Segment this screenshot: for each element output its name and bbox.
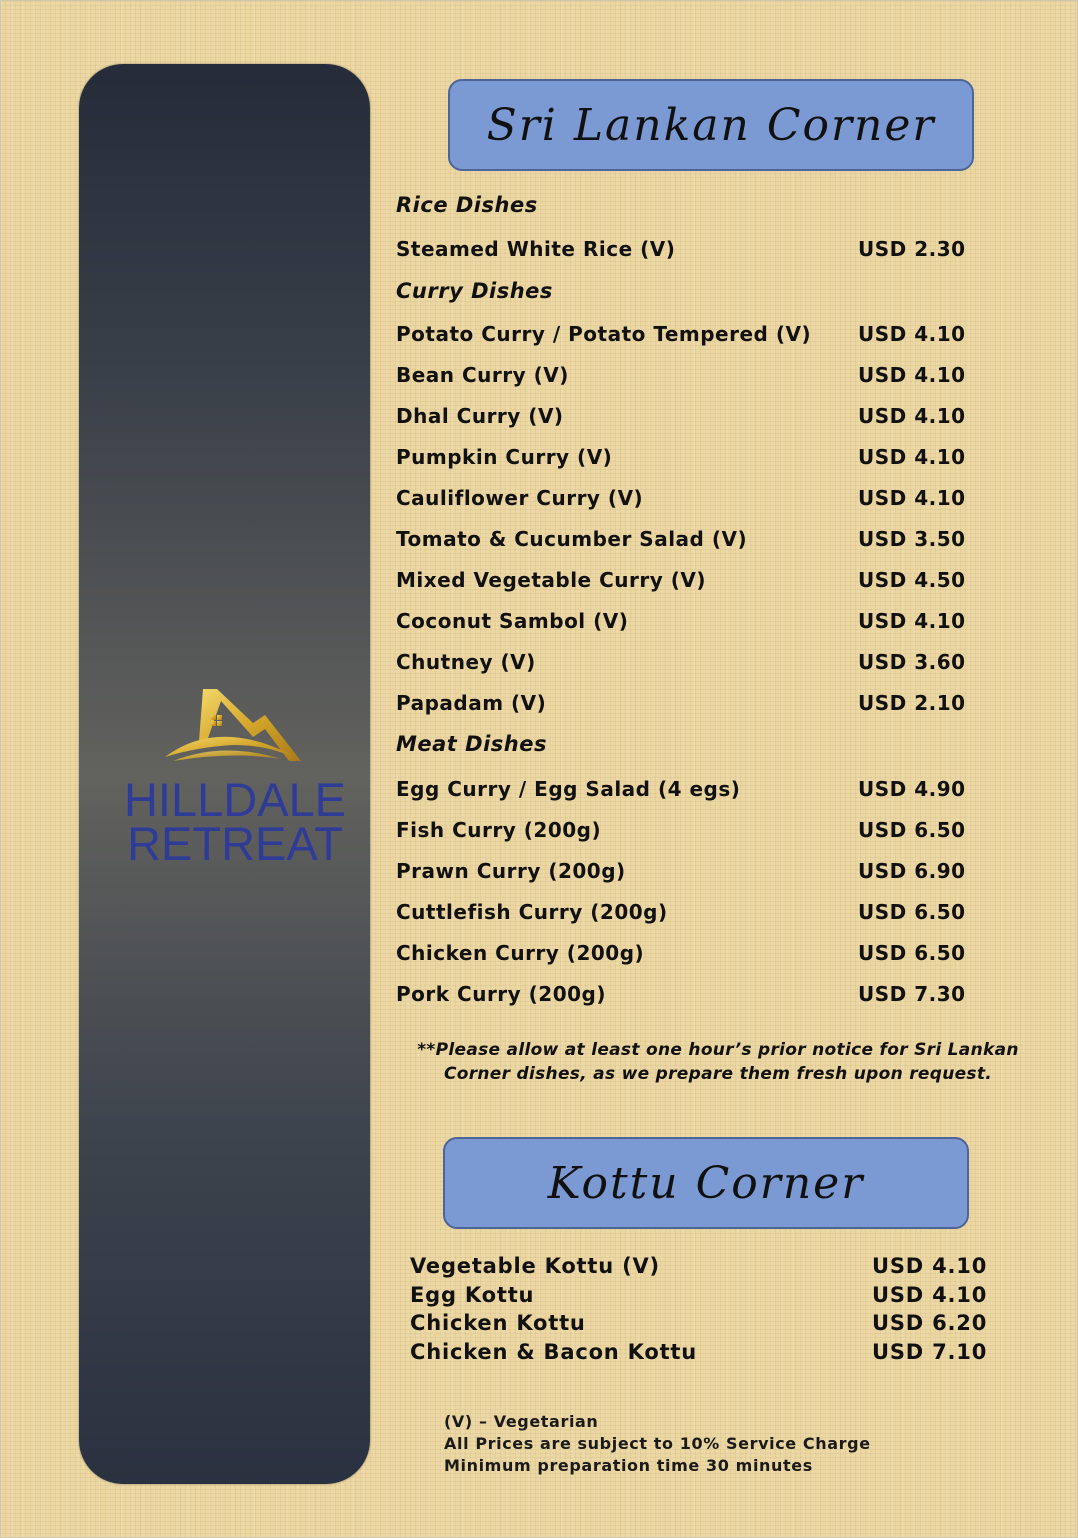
item-name: Dhal Curry (V) bbox=[396, 404, 564, 428]
item-name: Chicken & Bacon Kottu bbox=[410, 1340, 698, 1364]
item-name: Pumpkin Curry (V) bbox=[396, 445, 613, 469]
menu-item bbox=[396, 941, 1016, 971]
item-name: Bean Curry (V) bbox=[396, 363, 569, 387]
item-price: USD 2.10 bbox=[858, 691, 966, 715]
category-meat-dishes: Meat Dishes bbox=[396, 732, 547, 756]
preparation-time-note: Minimum preparation time 30 minutes bbox=[444, 1456, 813, 1475]
menu-item bbox=[396, 568, 1016, 598]
item-price: USD 6.90 bbox=[858, 859, 966, 883]
menu-item bbox=[396, 900, 1016, 930]
sri-lankan-corner-title: Sri Lankan Corner bbox=[486, 99, 936, 151]
item-price: USD 4.10 bbox=[858, 404, 966, 428]
category-curry-dishes: Curry Dishes bbox=[396, 279, 553, 303]
item-price: USD 4.90 bbox=[858, 777, 966, 801]
kottu-item bbox=[410, 1283, 1010, 1313]
item-name: Cauliflower Curry (V) bbox=[396, 486, 644, 510]
item-name: Steamed White Rice (V) bbox=[396, 237, 676, 261]
menu-item bbox=[396, 777, 1016, 807]
menu-item bbox=[396, 363, 1016, 393]
menu-item bbox=[396, 486, 1016, 516]
menu-item bbox=[396, 322, 1016, 352]
advance-notice-note bbox=[398, 1038, 1038, 1086]
menu-item bbox=[396, 609, 1016, 639]
item-price: USD 4.10 bbox=[858, 363, 966, 387]
kottu-corner-title: Kottu Corner bbox=[547, 1157, 865, 1209]
item-price: USD 4.10 bbox=[858, 486, 966, 510]
item-name: Cuttlefish Curry (200g) bbox=[396, 900, 668, 924]
menu-item bbox=[396, 982, 1016, 1012]
house-roof-icon bbox=[163, 687, 303, 771]
sri-lankan-corner-banner bbox=[448, 79, 974, 171]
menu-item bbox=[396, 650, 1016, 680]
menu-item bbox=[396, 691, 1016, 721]
item-name: Papadam (V) bbox=[396, 691, 547, 715]
service-charge-note: All Prices are subject to 10% Service Charge bbox=[444, 1434, 871, 1453]
item-price: USD 6.20 bbox=[872, 1311, 988, 1335]
note-line-2: Corner dishes, as we prepare them fresh upon request. bbox=[443, 1064, 993, 1084]
item-price: USD 6.50 bbox=[858, 900, 966, 924]
item-name: Prawn Curry (200g) bbox=[396, 859, 626, 883]
category-rice-dishes: Rice Dishes bbox=[396, 193, 538, 217]
item-price: USD 7.10 bbox=[872, 1340, 988, 1364]
item-name: Fish Curry (200g) bbox=[396, 818, 602, 842]
brand-logo bbox=[110, 685, 360, 875]
menu-item bbox=[396, 445, 1016, 475]
item-name: Vegetable Kottu (V) bbox=[410, 1254, 660, 1278]
item-price: USD 6.50 bbox=[858, 941, 966, 965]
item-name: Egg Kottu bbox=[410, 1283, 535, 1307]
brand-name-line1: HILLDALE bbox=[123, 773, 347, 826]
menu-item bbox=[396, 404, 1016, 434]
item-price: USD 4.10 bbox=[858, 445, 966, 469]
item-name: Mixed Vegetable Curry (V) bbox=[396, 568, 706, 592]
item-price: USD 3.60 bbox=[858, 650, 966, 674]
brand-name-line2: RETREAT bbox=[127, 817, 343, 870]
item-price: USD 6.50 bbox=[858, 818, 966, 842]
kottu-corner-banner bbox=[443, 1137, 969, 1229]
item-name: Coconut Sambol (V) bbox=[396, 609, 629, 633]
menu-item bbox=[396, 527, 1016, 557]
item-price: USD 4.10 bbox=[858, 609, 966, 633]
item-name: Egg Curry / Egg Salad (4 egs) bbox=[396, 777, 741, 801]
item-price: USD 4.10 bbox=[872, 1254, 988, 1278]
item-name: Chicken Kottu bbox=[410, 1311, 586, 1335]
vegetarian-legend: (V) – Vegetarian bbox=[444, 1412, 599, 1431]
note-line-1: **Please allow at least one hour’s prior notice for Sri Lankan bbox=[417, 1040, 1019, 1060]
item-price: USD 7.30 bbox=[858, 982, 966, 1006]
menu-item bbox=[396, 818, 1016, 848]
item-price: USD 2.30 bbox=[858, 237, 966, 261]
item-price: USD 4.50 bbox=[858, 568, 966, 592]
item-price: USD 3.50 bbox=[858, 527, 966, 551]
menu-item bbox=[396, 859, 1016, 889]
item-price: USD 4.10 bbox=[872, 1283, 988, 1307]
item-name: Pork Curry (200g) bbox=[396, 982, 607, 1006]
item-name: Potato Curry / Potato Tempered (V) bbox=[396, 322, 812, 346]
item-price: USD 4.10 bbox=[858, 322, 966, 346]
kottu-item bbox=[410, 1340, 1010, 1370]
kottu-item bbox=[410, 1254, 1010, 1284]
item-name: Tomato & Cucumber Salad (V) bbox=[396, 527, 748, 551]
kottu-item bbox=[410, 1311, 1010, 1341]
footer-notes bbox=[444, 1411, 871, 1477]
item-name: Chicken Curry (200g) bbox=[396, 941, 645, 965]
item-name: Chutney (V) bbox=[396, 650, 536, 674]
menu-item bbox=[396, 237, 1016, 267]
